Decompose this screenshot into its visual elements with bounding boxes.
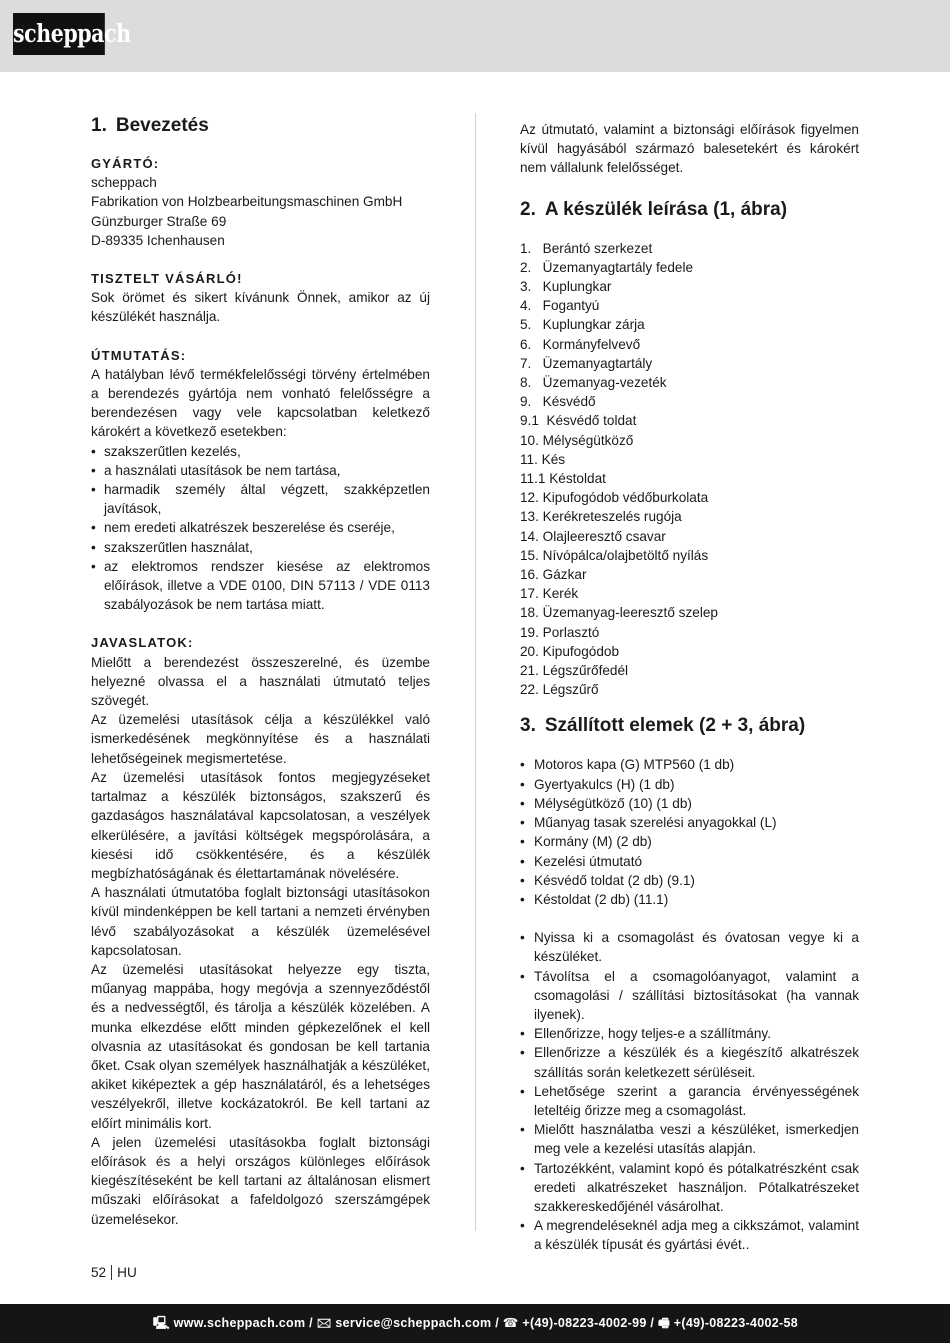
- list-item: • Késtoldat (2 db) (11.1): [520, 890, 859, 909]
- section-1-heading: [91, 113, 430, 139]
- customer-text: Sok örömet és sikert kívánunk Önnek, amikor az új készülékét használja.: [91, 290, 430, 325]
- list-item: 6. Kormányfelvevő: [520, 336, 641, 352]
- recommendation-paragraph: A használati útmutatóba foglalt biztonsági utasításokon kívül mindenképpen be kell tartani a nemzeti érvényben lévő szabályozásokat a készülék üzemelésével kapcsolatosan.: [91, 885, 430, 958]
- recommendation-paragraph: Az üzemelési utasításokat helyezze egy tiszta, műanyag mappába, hogy megóvja a szennyeződéstől és a nedvességtől, és tárolja a készülék közelében. A munka elkezdése előtt minden gépkezelőnek el kell olvasnia az utasításokat és gondosan be kell tartania őket. Csak olyan személyek használhatják a készüléket, akiket kiképeztek a gép használatáról, és a lehetséges veszélyekről, illetve kockázatokról. Be kell tartani az előírt minimális kort.: [91, 961, 430, 1131]
- list-item: 9.1 Késvédő toldat: [520, 413, 637, 429]
- list-item: 19. Porlasztó: [520, 624, 600, 640]
- list-item: 10. Mélységütköző: [520, 432, 634, 448]
- list-item: • Kormány (M) (2 db): [520, 832, 859, 851]
- manufacturer-line: D-89335 Ichenhausen: [91, 232, 225, 248]
- section-3-number: 3.: [520, 715, 536, 737]
- list-item: • Kezelési útmutató: [520, 852, 859, 871]
- list-item: 21. Légszűrőfedél: [520, 663, 629, 679]
- recommendation-paragraph: Az üzemelési utasítások fontos megjegyzéseket tartalmaz a készülék biztonságos, szakszerű és gazdaságos használatával kapcsolatosan, a veszélyek elkerülésére, a javítási költségek megspórolására, a kiesési idő csökkentésére, és a készülék megbízhatóságának és élettartamának növelésére.: [91, 769, 430, 881]
- contact-info: 🖳 www.scheppach.com / 🖂 service@scheppach.com / ☎ +(49)-08223-4002-99 / 🖷 +(49)-08223-4002-58: [152, 1316, 798, 1330]
- recommendation-paragraph: Az üzemelési utasítások célja a készülékkel való ismerkedésének megkönnyítése és a használati lehetőségeinek megismertetése.: [91, 712, 430, 766]
- manufacturer-line: scheppach: [91, 175, 157, 191]
- list-item: • Ellenőrizze, hogy teljes-e a szállítmány.: [520, 1024, 859, 1043]
- manufacturer-line: Günzburger Straße 69: [91, 213, 227, 229]
- left-column: [91, 113, 430, 1229]
- delivered-items-list: [520, 755, 859, 909]
- recommendations-label: JAVASLATOK:: [91, 635, 194, 651]
- section-3-heading: [520, 713, 859, 739]
- list-item: 18. Üzemanyag-leeresztő szelep: [520, 605, 718, 621]
- section-2-title: A készülék leírása (1, ábra): [544, 198, 788, 220]
- list-item: • szakszerűtlen használat,: [91, 538, 430, 557]
- list-item: 20. Kipufogódob: [520, 643, 620, 659]
- list-item: 11. Kés: [520, 451, 566, 467]
- note-label: ÚTMUTATÁS:: [91, 347, 187, 363]
- customer-label: TISZTELT VÁSÁRLÓ!: [91, 271, 243, 287]
- column-divider: [475, 113, 476, 1231]
- list-item: • Motoros kapa (G) MTP560 (1 db): [520, 755, 859, 774]
- list-item: 5. Kuplungkar zárja: [520, 317, 645, 333]
- list-item: • Gyertyakulcs (H) (1 db): [520, 775, 859, 794]
- brand-logo: scheppach: [13, 13, 105, 55]
- list-item: • szakszerűtlen kezelés,: [91, 442, 430, 461]
- page-footer: [91, 1265, 137, 1280]
- manufacturer-label: GYÁRTÓ:: [91, 156, 160, 171]
- list-item: 11.1 Késtoldat: [520, 471, 606, 487]
- page-number: 52: [91, 1265, 107, 1280]
- list-item: • harmadik személy által végzett, szakképzetlen javítások,: [91, 480, 430, 518]
- list-item: 17. Kerék: [520, 586, 579, 602]
- list-item: • Lehetősége szerint a garancia érvényességének leteltéig őrizze meg a csomagolást.: [520, 1082, 859, 1120]
- list-item: • Távolítsa el a csomagolóanyagot, valamint a csomagolási / szállítási biztosításokat (ha vannak ilyenek).: [520, 967, 859, 1025]
- liability-text: Az útmutató, valamint a biztonsági előírások figyelmen kívül hagyásából származó balesetekért és károkért nem vállalunk felelősséget.: [520, 122, 859, 176]
- list-item: 2. Üzemanyagtartály fedele: [520, 259, 694, 275]
- list-item: • Ellenőrizze a készülék és a kiegészítő alkatrészek szállítás során keletkezett sérüléseit.: [520, 1043, 859, 1081]
- list-item: 3. Kuplungkar: [520, 279, 612, 295]
- list-item: 14. Olajleeresztő csavar: [520, 528, 666, 544]
- contact-bar: [0, 1304, 950, 1343]
- note-bullet-list: [91, 442, 430, 615]
- section-1-number: 1.: [91, 115, 107, 136]
- recommendation-paragraph: A jelen üzemelési utasításokba foglalt biztonsági előírások és a helyi országos különleges előírások kiegészítéseként be kell tartani az általánosan elismert műszaki előírásokat a fafeldolgozó szerszámgépek üzemelésekor.: [91, 1134, 430, 1227]
- note-text: A hatályban lévő termékfelelősségi törvény értelmében a berendezés gyártója nem vonható felelősségre a berendezésen vagy vele kapcsolatban keletkező károkért a következő esetekben:: [91, 366, 430, 440]
- list-item: 12. Kipufogódob védőburkolata: [520, 490, 709, 506]
- top-header-bar: [0, 0, 950, 72]
- list-item: 13. Kerékreteszelés rugója: [520, 509, 682, 525]
- list-item: • Mélységütköző (10) (1 db): [520, 794, 859, 813]
- list-item: • Nyissa ki a csomagolást és óvatosan vegye ki a készüléket.: [520, 928, 859, 966]
- list-item: 8. Üzemanyag-vezeték: [520, 375, 667, 391]
- list-item: • az elektromos rendszer kiesése az elektromos előírások, illetve a VDE 0100, DIN 57113 / VDE 0113 szabályozások be nem tartása miatt.: [91, 557, 430, 615]
- list-item: • a használati utasítások be nem tartása,: [91, 461, 430, 480]
- parts-list: [520, 239, 859, 700]
- list-item: 7. Üzemanyagtartály: [520, 355, 653, 371]
- footer-divider: [111, 1265, 112, 1280]
- section-3-title: Szállított elemek (2 + 3, ábra): [544, 715, 806, 737]
- list-item: • Műanyag tasak szerelési anyagokkal (L): [520, 813, 859, 832]
- unpacking-list: [520, 928, 859, 1254]
- section-2-number: 2.: [520, 198, 536, 220]
- list-item: • nem eredeti alkatrészek beszerelése és cseréje,: [91, 518, 430, 537]
- list-item: 1. Berántó szerkezet: [520, 240, 653, 256]
- recommendation-paragraph: Mielőtt a berendezést összeszerelné, és üzembe helyezné olvassa el a használati útmutató teljes szövegét.: [91, 654, 430, 709]
- list-item: • Tartozékként, valamint kopó és pótalkatrészként csak eredeti alkatrészeket használjon. Pótalkatrészeket szakkereskedőjénél vásárolhat.: [520, 1159, 859, 1217]
- list-item: • Késvédő toldat (2 db) (9.1): [520, 871, 859, 890]
- list-item: 4. Fogantyú: [520, 298, 600, 314]
- right-column: [520, 120, 859, 1255]
- section-2-heading: [520, 197, 859, 223]
- list-item: 16. Gázkar: [520, 567, 587, 583]
- list-item: • Mielőtt használatba veszi a készüléket, ismerkedjen meg vele a kezelési utasítás alapján.: [520, 1120, 859, 1158]
- manufacturer-line: Fabrikation von Holzbearbeitungsmaschinen GmbH: [91, 194, 403, 210]
- list-item: • A megrendeléseknél adja meg a cikkszámot, valamint a készülék típusát és gyártási évét..: [520, 1216, 859, 1254]
- list-item: 9. Késvédő: [520, 394, 596, 410]
- section-1-title: Bevezetés: [115, 115, 209, 136]
- list-item: 22. Légszűrő: [520, 682, 599, 698]
- list-item: 15. Nívópálca/olajbetöltő nyílás: [520, 547, 709, 563]
- language-code: HU: [117, 1265, 137, 1280]
